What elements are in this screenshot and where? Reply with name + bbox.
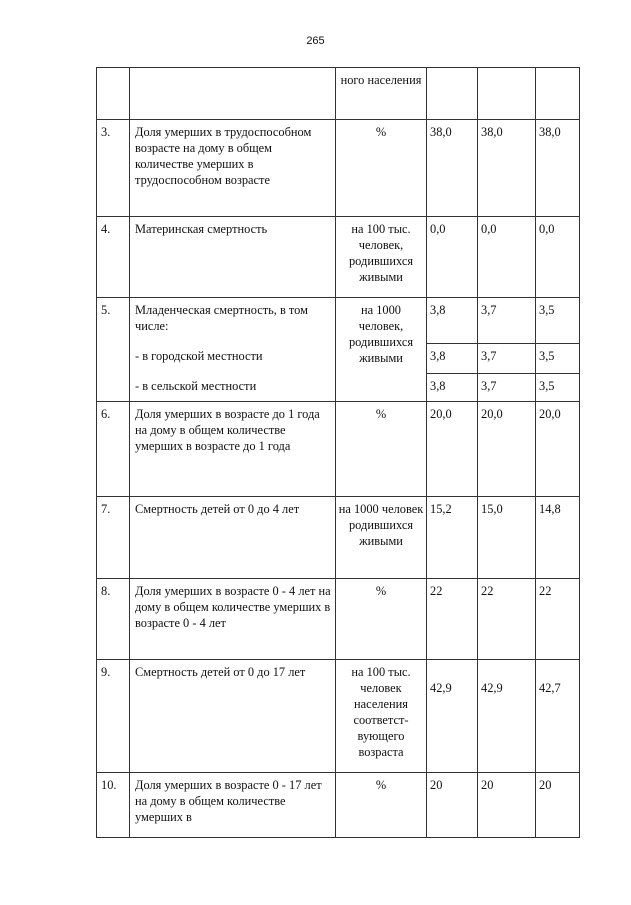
- table-row: [97, 217, 580, 298]
- table-row: [97, 497, 580, 579]
- indicator-subname: - в сельской местности: [130, 374, 336, 402]
- value-cell: 0,0: [536, 217, 580, 298]
- value-cell: 20: [536, 773, 580, 838]
- table-row: [97, 120, 580, 217]
- value-cell: 20: [478, 773, 536, 838]
- value-cell: 38,0: [478, 120, 536, 217]
- value-cell: 42,7: [536, 660, 580, 773]
- value-cell: 20,0: [427, 402, 478, 497]
- indicator-name: Доля умерших в возрасте 0 - 17 лет на дому в общем количестве умерших в: [130, 773, 336, 838]
- value-cell: 0,0: [427, 217, 478, 298]
- value-cell: 14,8: [536, 497, 580, 579]
- unit-cell: ного населения: [336, 68, 427, 120]
- value-cell: 3,7: [478, 298, 536, 344]
- row-number: 10.: [97, 773, 130, 838]
- table-row: [97, 298, 580, 344]
- value-cell: 0,0: [478, 217, 536, 298]
- table-row: [97, 68, 580, 120]
- row-number: 5.: [97, 298, 130, 402]
- indicators-table: [96, 67, 580, 838]
- value-cell: 3,5: [536, 374, 580, 402]
- indicator-name: Доля умерших в возрасте 0 - 4 лет на дому в общем количестве умерших в возрасте 0 - 4 лет: [130, 579, 336, 660]
- value-cell: 15,2: [427, 497, 478, 579]
- value-cell: 42,9: [427, 660, 478, 773]
- unit-cell: %: [336, 120, 427, 217]
- indicator-name: Материнская смертность: [130, 217, 336, 298]
- value-cell: 38,0: [427, 120, 478, 217]
- table-row: [97, 579, 580, 660]
- num-cell: [97, 68, 130, 120]
- page-number: 265: [306, 35, 325, 47]
- value-cell: 3,7: [478, 344, 536, 374]
- row-number: 4.: [97, 217, 130, 298]
- indicator-name: Смертность детей от 0 до 17 лет: [130, 660, 336, 773]
- value-cell: 38,0: [536, 120, 580, 217]
- value-cell: 3,8: [427, 344, 478, 374]
- unit-cell: %: [336, 402, 427, 497]
- name-cell: [130, 68, 336, 120]
- value-cell: 22: [427, 579, 478, 660]
- value-cell: 3,8: [427, 374, 478, 402]
- value-cell: 3,5: [536, 298, 580, 344]
- unit-cell: %: [336, 579, 427, 660]
- indicator-subname: - в городской местности: [130, 344, 336, 374]
- value-cell: 22: [478, 579, 536, 660]
- unit-cell: на 1000 человек родившихся живыми: [336, 497, 427, 579]
- unit-cell: на 1000 человек, родившихся живыми: [336, 298, 427, 402]
- value-cell: 3,7: [478, 374, 536, 402]
- value-cell: 20: [427, 773, 478, 838]
- value-cell: 20,0: [478, 402, 536, 497]
- value-cell: [478, 68, 536, 120]
- value-cell: 3,8: [427, 298, 478, 344]
- unit-cell: на 100 тыс. человек, родившихся живыми: [336, 217, 427, 298]
- indicator-name: Доля умерших в возрасте до 1 года на дому в общем количестве умерших в возрасте до 1 года: [130, 402, 336, 497]
- value-cell: 20,0: [536, 402, 580, 497]
- table-row: [97, 660, 580, 773]
- value-cell: [427, 68, 478, 120]
- value-cell: 3,5: [536, 344, 580, 374]
- unit-cell: на 100 тыс. человек населения соответст-вующего возраста: [336, 660, 427, 773]
- value-cell: 42,9: [478, 660, 536, 773]
- table-row: [97, 402, 580, 497]
- row-number: 9.: [97, 660, 130, 773]
- indicator-name: Младенческая смертность, в том числе:: [130, 298, 336, 344]
- row-number: 7.: [97, 497, 130, 579]
- row-number: 8.: [97, 579, 130, 660]
- row-number: 6.: [97, 402, 130, 497]
- value-cell: 22: [536, 579, 580, 660]
- indicator-name: Смертность детей от 0 до 4 лет: [130, 497, 336, 579]
- row-number: 3.: [97, 120, 130, 217]
- value-cell: 15,0: [478, 497, 536, 579]
- value-cell: [536, 68, 580, 120]
- table-row: [97, 773, 580, 838]
- unit-cell: %: [336, 773, 427, 838]
- indicator-name: Доля умерших в трудоспособном возрасте на дому в общем количестве умерших в трудоспособном возрасте: [130, 120, 336, 217]
